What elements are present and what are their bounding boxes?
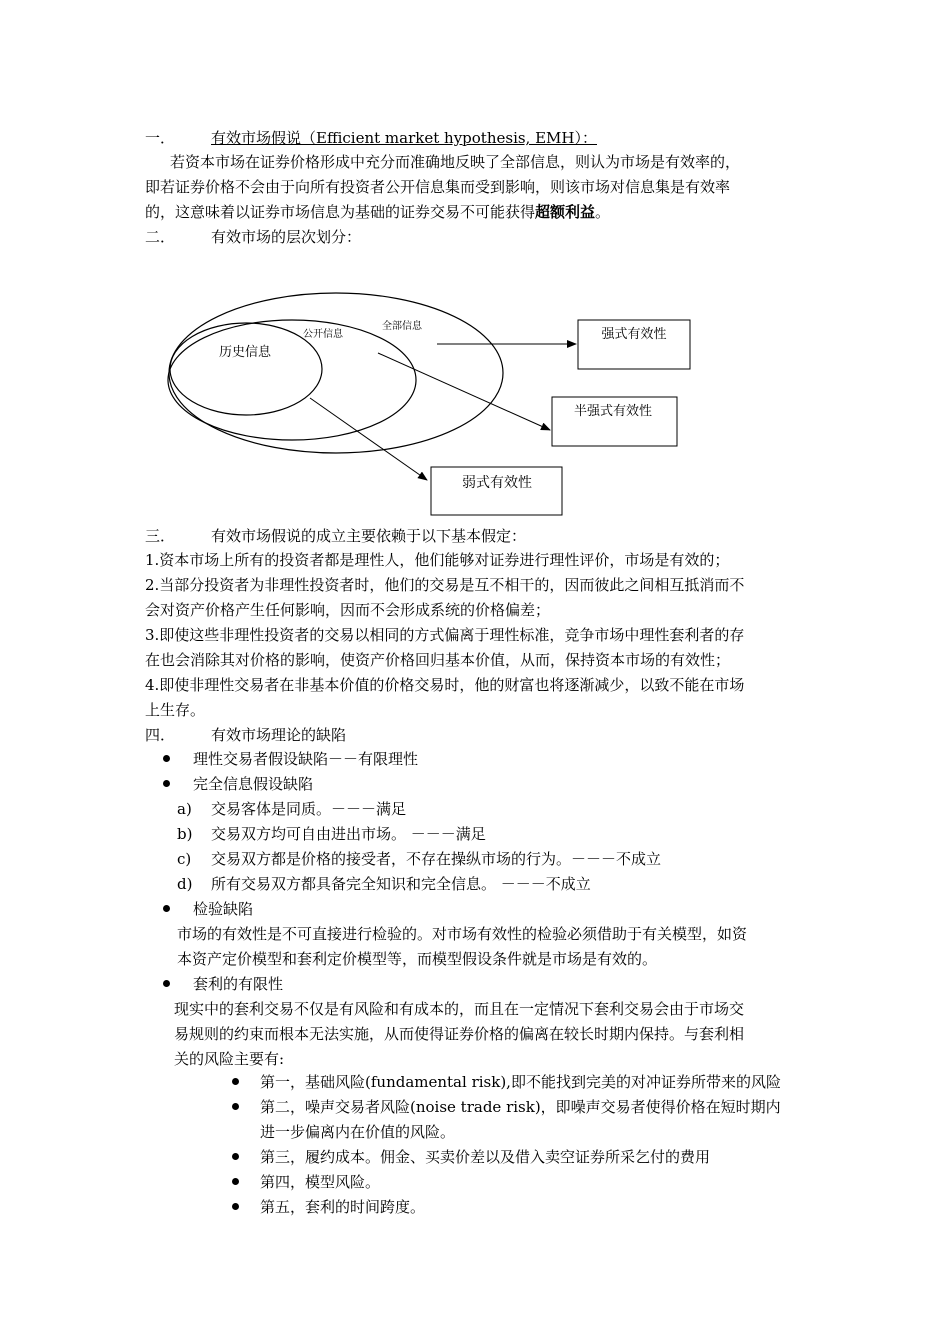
public-info-label: 公开信息 — [303, 329, 343, 340]
testing-para-line: 本资产定价模型和套利定价模型等，而模型假设条件就是市场是有效的。 — [177, 950, 658, 968]
section1-number: 一． — [145, 129, 176, 147]
bullet-dot — [163, 905, 170, 912]
section4-heading — [145, 723, 346, 747]
all-info-label: 全部信息 — [382, 321, 422, 332]
section2-number: 二． — [145, 228, 176, 246]
section4-title: 有效市场理论的缺陷 — [211, 726, 347, 744]
semi-strong-efficiency-label: 半强式有效性 — [573, 404, 653, 419]
assumption-line: 在也会消除其对价格的影响，使资产价格回归基本价值，从而，保持资本市场的有效性； — [145, 651, 731, 669]
section1-title: 有效市场假说（Efficient market hypothesis, EMH）： — [211, 129, 597, 147]
sub-item-text: 交易双方都是价格的接受者，不存在操纵市场的行为。－－－不成立 — [211, 850, 662, 868]
bullet-dot — [232, 1153, 239, 1160]
section2-title: 有效市场的层次划分： — [211, 228, 362, 246]
assumption-line: 4.即使非理性交易者在非基本价值的价格交易时，他的财富也将逐渐减少，以致不能在市场 — [145, 676, 745, 694]
arbitrage-para-line: 关的风险主要有: — [174, 1050, 285, 1068]
sub-item — [177, 822, 486, 846]
assumption-line: 3.即使这些非理性投资者的交易以相同的方式偏离于理性标准，竞争市场中理性套利者的存 — [145, 626, 745, 644]
section3-number: 三． — [145, 527, 176, 545]
weak-efficiency-label: 弱式有效性 — [462, 475, 532, 491]
bullet-dot — [163, 780, 170, 787]
section3-title: 有效市场假说的成立主要依赖于以下基本假定： — [211, 527, 527, 545]
sub-item-text: 所有交易双方都具备完全知识和完全信息。 －－－不成立 — [211, 875, 591, 893]
risk-item: 第四，模型风险。 — [260, 1173, 381, 1191]
bullet-dot — [232, 1203, 239, 1210]
history-info-ellipse — [170, 323, 322, 415]
testing-para-line: 市场的有效性是不可直接进行检验的。对市场有效性的检验必须借助于有关模型，如资 — [177, 925, 748, 943]
risk-item-continuation: 进一步偏离内在价值的风险。 — [260, 1123, 456, 1141]
history-info-label: 历史信息 — [218, 345, 272, 360]
bullet-limited-arbitrage: 套利的有限性 — [193, 975, 284, 993]
bullet-dot — [232, 1103, 239, 1110]
arbitrage-para-line: 现实中的套利交易不仅是有风险和有成本的，而且在一定情况下套利交易会由于市场交 — [174, 1000, 745, 1018]
section1-para-line: 即若证券价格不会由于向所有投资者公开信息集而受到影响，则该市场对信息集是有效率 — [145, 178, 731, 196]
section4-number: 四． — [145, 726, 176, 744]
assumption-line: 上生存。 — [145, 701, 206, 719]
bullet-dot — [232, 1078, 239, 1085]
arrow-to-weak — [310, 398, 427, 480]
arrow-to-semi-strong — [378, 353, 550, 430]
sub-item — [177, 847, 661, 871]
sub-item-text: 交易客体是同质。－－－满足 — [211, 800, 407, 818]
sub-item-label: d) — [177, 875, 193, 893]
section1-para-line: 若资本市场在证券价格形成中充分而准确地反映了全部信息，则认为市场是有效率的， — [170, 153, 741, 171]
excess-profit-bold: 超额利益 — [535, 203, 596, 221]
market-efficiency-diagram — [0, 0, 950, 540]
arbitrage-para-line: 易规则的约束而根本无法实施，从而使得证券价格的偏离在较长时期内保持。与套利相 — [174, 1025, 745, 1043]
sub-item-label: a) — [177, 800, 192, 818]
section1-para-text: 的，这意味着以证券市场信息为基础的证券交易不可能获得 — [145, 203, 536, 221]
section1-para-end: 。 — [595, 203, 611, 221]
assumption-line: 会对资产价格产生任何影响，因而不会形成系统的价格偏差； — [145, 601, 551, 619]
bullet-dot — [163, 980, 170, 987]
risk-item: 第三，履约成本。佣金、买卖价差以及借入卖空证券所采乞付的费用 — [260, 1148, 711, 1166]
sub-item-label: c) — [177, 850, 192, 868]
risk-item: 第五，套利的时间跨度。 — [260, 1198, 426, 1216]
assumption-line: 1.资本市场上所有的投资者都是理性人，他们能够对证券进行理性评价，市场是有效的； — [145, 551, 730, 569]
assumption-line: 2.当部分投资者为非理性投资者时，他们的交易是互不相干的，因而彼此之间相互抵消而不 — [145, 576, 745, 594]
bullet-dot — [232, 1178, 239, 1185]
section3-heading — [145, 524, 526, 548]
sub-item — [177, 872, 591, 896]
risk-item: 第二，噪声交易者风险(noise trade risk)，即噪声交易者使得价格在短时期内 — [260, 1098, 781, 1116]
risk-item: 第一，基础风险(fundamental risk),即不能找到完美的对冲证券所带来的风险 — [260, 1073, 781, 1091]
sub-item-label: b) — [177, 825, 193, 843]
sub-item — [177, 797, 406, 821]
bullet-bounded-rationality: 理性交易者假设缺陷－－有限理性 — [193, 750, 419, 768]
bullet-dot — [163, 755, 170, 762]
strong-efficiency-label: 强式有效性 — [601, 327, 667, 342]
sub-item-text: 交易双方均可自由进出市场。 －－－满足 — [211, 825, 486, 843]
bullet-complete-info: 完全信息假设缺陷 — [193, 775, 314, 793]
public-info-ellipse — [168, 320, 416, 440]
bullet-testing-flaw: 检验缺陷 — [193, 900, 254, 918]
